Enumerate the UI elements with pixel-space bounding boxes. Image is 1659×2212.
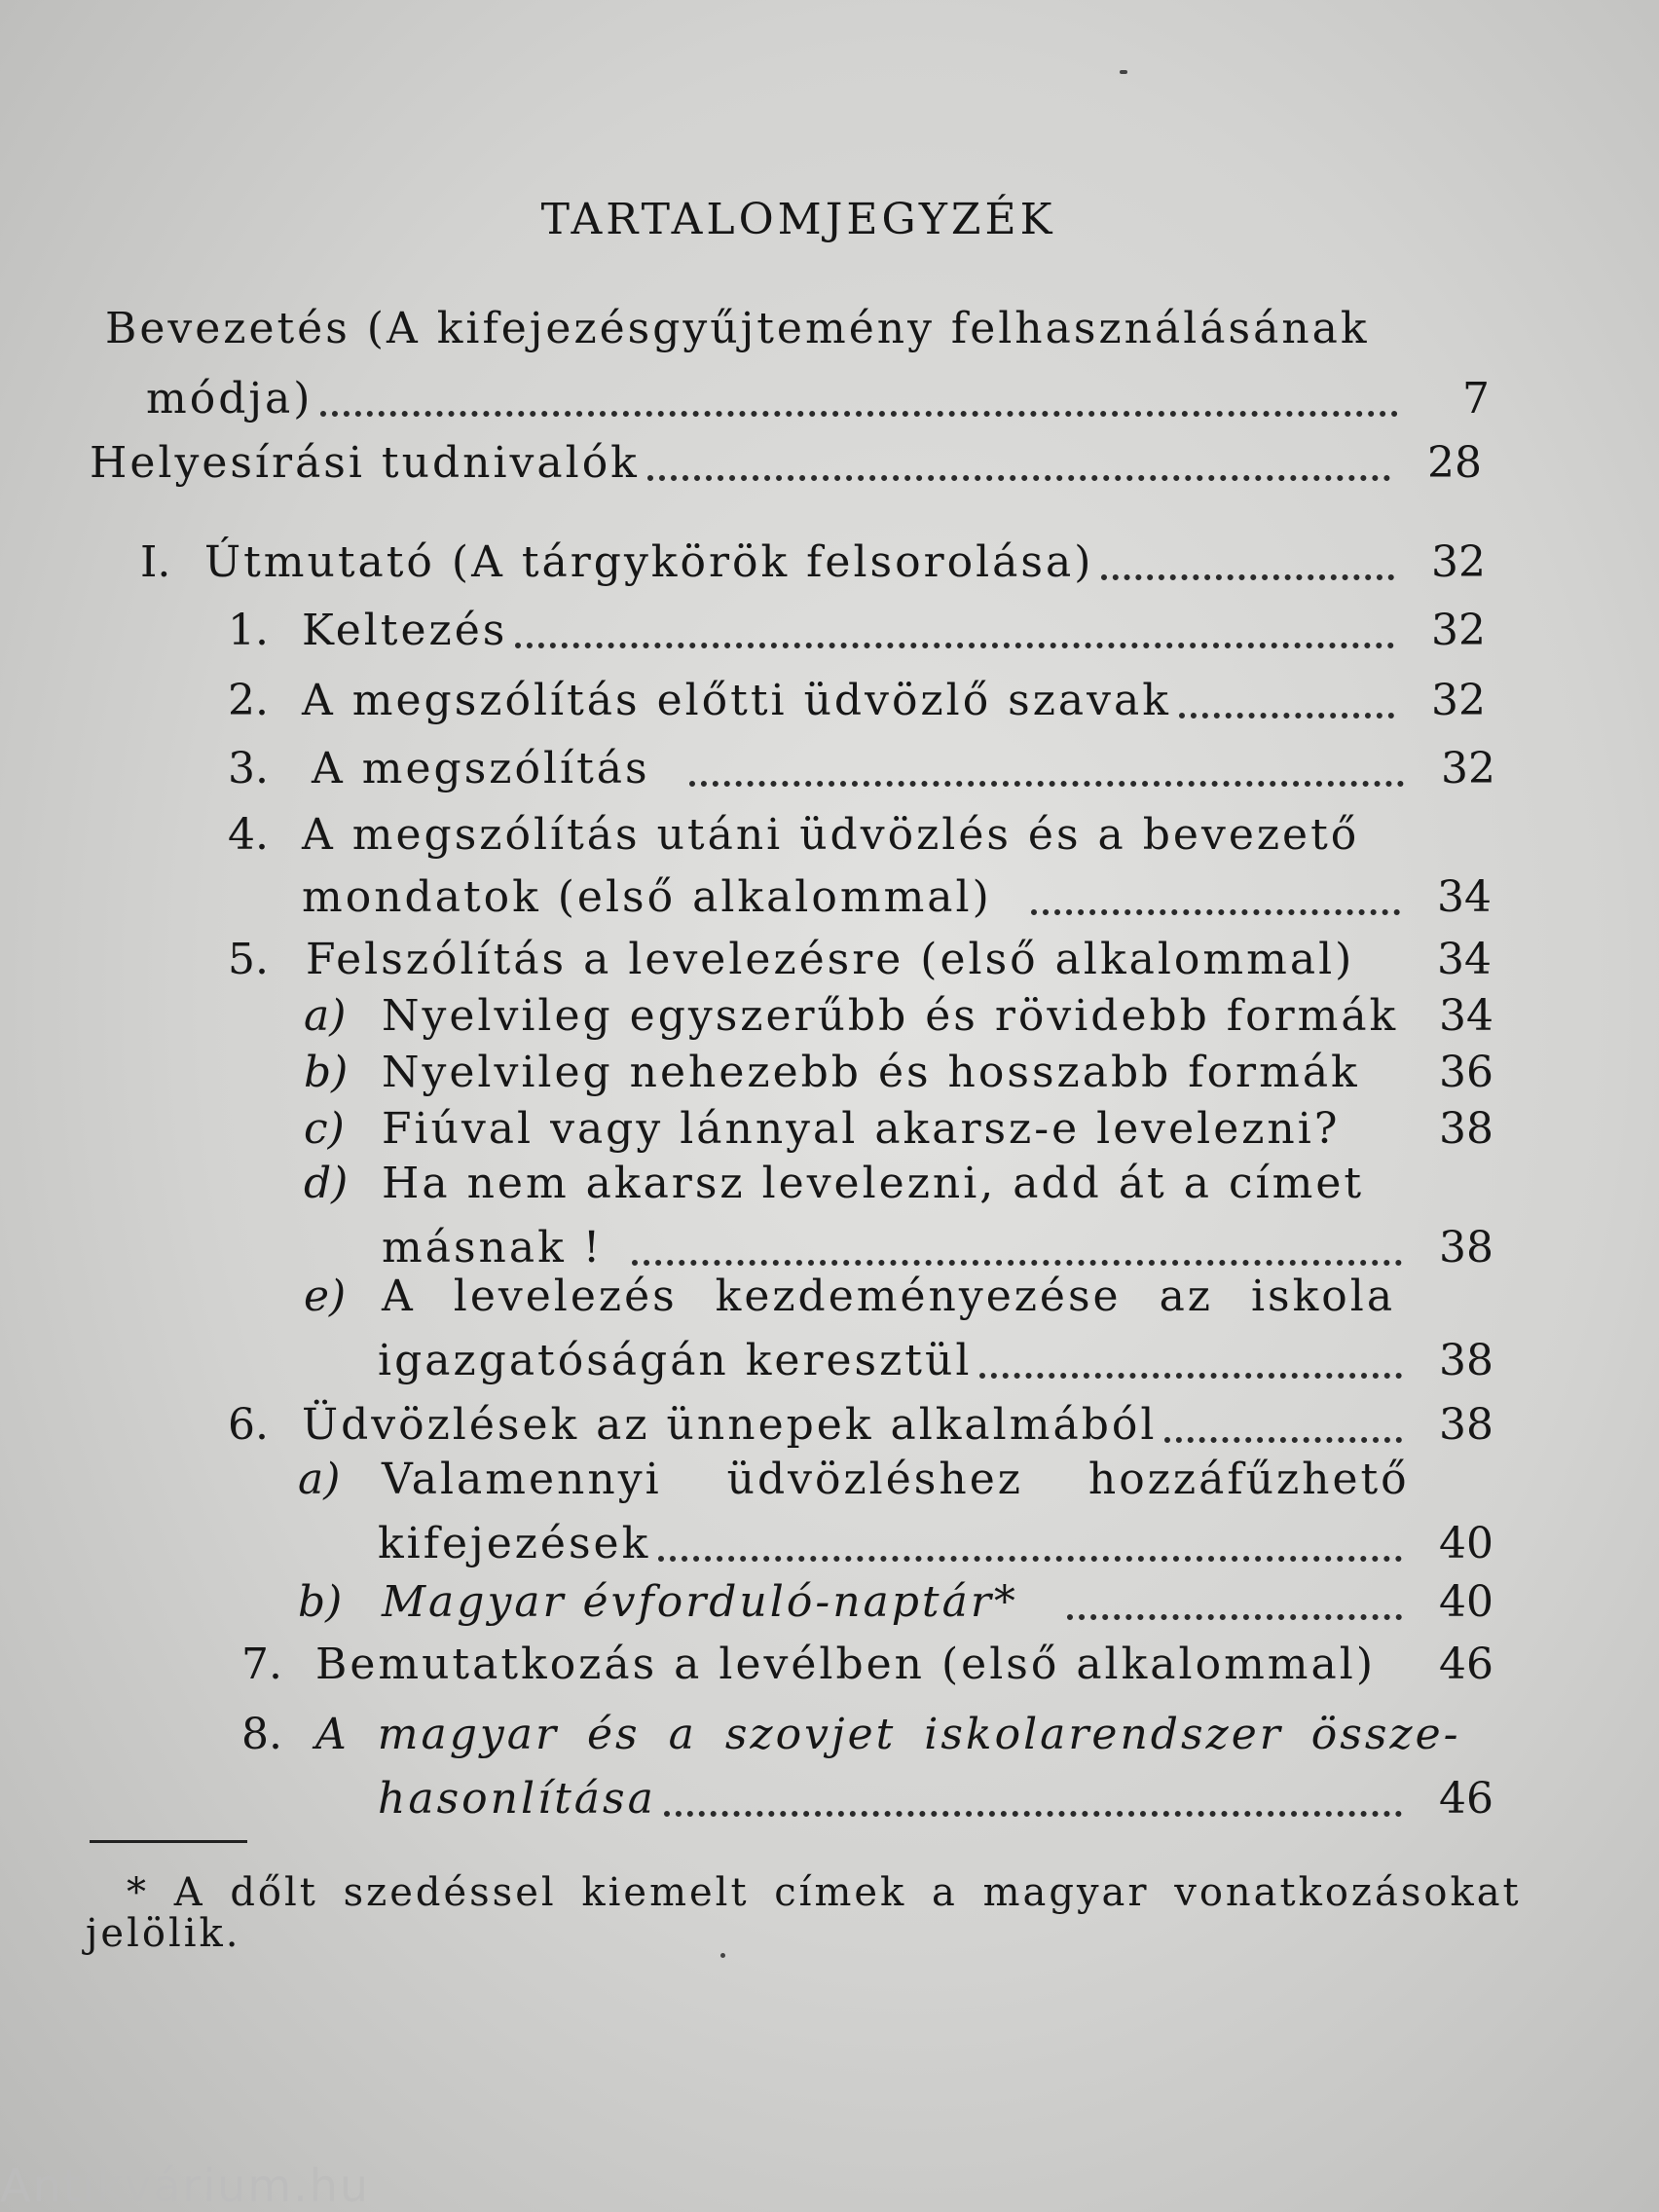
toc-entry-text: Üdvözlések az ünnepek alkalmából	[302, 1400, 1158, 1450]
dot-leader	[1101, 524, 1394, 580]
toc-entry-6b	[298, 1571, 1493, 1628]
page-number: 38	[1439, 1104, 1493, 1154]
item-letter: b)	[304, 1048, 349, 1097]
item-number: 2.	[228, 676, 269, 725]
toc-entry-text: Nyelvileg egyszerűbb és rövidebb formák	[382, 991, 1399, 1041]
toc-entry-6a	[378, 1513, 1493, 1569]
page-number: 32	[1431, 537, 1486, 587]
item-number: 4.	[228, 810, 269, 860]
item-letter: a)	[304, 991, 347, 1041]
page-number: 40	[1439, 1577, 1493, 1627]
item-letter: c)	[304, 1104, 345, 1154]
page-number: 32	[1441, 744, 1495, 793]
dot-leader	[632, 1209, 1402, 1266]
footnote-line2: jelölik.	[86, 1911, 241, 1956]
item-number: 3.	[228, 744, 269, 793]
toc-entry-text: mondatok (első alkalommal)	[302, 872, 992, 922]
watermark: Antikvárium.hu	[0, 2159, 371, 2212]
toc-entry-text: másnak !	[382, 1223, 604, 1272]
toc-entry-guide	[140, 532, 1486, 588]
toc-entry-text: módja)	[146, 374, 313, 424]
toc-entry-text: Magyar évforduló-naptár*	[382, 1577, 1018, 1627]
toc-entry-text: Útmutató (A tárgykörök felsorolása)	[204, 537, 1094, 587]
page-number: 46	[1439, 1640, 1493, 1689]
item-number: 1.	[228, 606, 269, 655]
item-letter: d)	[304, 1159, 349, 1208]
toc-entry-5d	[382, 1217, 1493, 1273]
toc-entry-text: Helyesírási tudnivalók	[90, 438, 640, 488]
toc-entry-text: A megszólítás utáni üdvözlés és a bevezető	[302, 810, 1360, 860]
item-letter: e)	[304, 1272, 347, 1321]
toc-entry-5a	[304, 991, 1493, 1042]
page-number: 7	[1462, 374, 1490, 424]
page-number: 28	[1427, 438, 1482, 488]
item-number: 5.	[228, 935, 269, 984]
toc-entry-2	[228, 670, 1486, 726]
footnote-separator	[90, 1840, 247, 1843]
toc-entry-8	[378, 1768, 1493, 1825]
item-letter: b)	[298, 1577, 343, 1627]
toc-entry-3	[228, 738, 1495, 794]
toc-entry-4	[302, 866, 1492, 923]
dot-leader	[1067, 1564, 1402, 1620]
toc-entry-5b	[304, 1048, 1493, 1098]
toc-entry-text: A megszólítás előtti üdvözlő szavak	[302, 676, 1171, 725]
dot-leader	[658, 1505, 1402, 1562]
toc-entry-4-line1	[228, 810, 1359, 861]
toc-entry-text: Ha nem akarsz levelezni, add át a címet	[382, 1159, 1365, 1208]
item-number: 6.	[228, 1400, 269, 1450]
toc-entry-text: Bemutatkozás a levélben (első alkalommal)	[315, 1640, 1377, 1689]
page-number: 32	[1431, 606, 1486, 655]
dot-leader	[1031, 859, 1400, 915]
page-number: 34	[1439, 991, 1493, 1041]
toc-entry-7	[241, 1640, 1493, 1690]
toc-entry-1	[228, 600, 1486, 656]
page-number: 46	[1439, 1774, 1493, 1824]
toc-entry-text: Felszólítás a levelezésre (első alkalommal)	[306, 935, 1355, 984]
toc-entry-intro	[146, 368, 1490, 424]
toc-entry-text: Keltezés	[302, 606, 508, 655]
dot-leader	[664, 1760, 1402, 1817]
toc-entry-text: igazgatóságán keresztül	[378, 1336, 973, 1385]
toc-entry-text: Valamennyi üdvözléshez hozzáfűzhető	[382, 1455, 1410, 1504]
item-number: 8.	[241, 1710, 282, 1759]
toc-entry-5	[228, 935, 1492, 985]
toc-entry-text: Nyelvileg nehezebb és hosszabb formák	[382, 1048, 1360, 1097]
toc-entry-text: hasonlítása	[378, 1774, 656, 1824]
toc-entry-5e	[378, 1330, 1493, 1386]
dot-leader	[647, 424, 1390, 481]
page-title: TARTALOMJEGYZÉK	[540, 195, 1056, 244]
toc-entry-text: Fiúval vagy lánnyal akarsz-e levelezni?	[382, 1104, 1341, 1154]
dot-leader	[979, 1322, 1402, 1379]
page-number: 36	[1439, 1048, 1493, 1097]
page-number: 34	[1437, 935, 1492, 984]
toc-entry-5c	[304, 1104, 1493, 1155]
item-number: 7.	[241, 1640, 282, 1689]
toc-entry-8-line1	[241, 1710, 1461, 1760]
print-speck	[1120, 70, 1127, 74]
section-number: I.	[140, 537, 171, 587]
print-speck	[720, 1953, 725, 1958]
dot-leader	[689, 730, 1404, 787]
toc-entry-5e-line1	[304, 1272, 1395, 1322]
page-number: 38	[1439, 1400, 1493, 1450]
item-letter: a)	[298, 1455, 341, 1504]
page-number: 38	[1439, 1223, 1493, 1272]
dot-leader	[1164, 1386, 1402, 1443]
toc-entry-spelling	[90, 432, 1482, 489]
page-number: 40	[1439, 1519, 1493, 1568]
toc-entry-text: A megszólítás	[312, 744, 650, 793]
toc-entry-6a-line1	[298, 1455, 1410, 1505]
toc-entry-text: A levelezés kezdeményezése az iskola	[382, 1272, 1396, 1321]
toc-entry-text: kifejezések	[378, 1519, 651, 1568]
toc-entry-text: A magyar és a szovjet iskolarendszer össze-	[315, 1710, 1461, 1759]
dot-leader	[320, 360, 1398, 417]
page-number: 34	[1437, 872, 1492, 922]
page-number: 32	[1431, 676, 1486, 725]
footnote-line1: * A dőlt szedéssel kiemelt címek a magyar vonatkozásokat	[127, 1870, 1522, 1915]
page-number: 38	[1439, 1336, 1493, 1385]
toc-entry-5d-line1	[304, 1159, 1364, 1209]
dot-leader	[515, 592, 1394, 648]
dot-leader	[1179, 662, 1394, 719]
toc-entry-intro-line1: Bevezetés (A kifejezésgyűjtemény felhasználásának	[105, 304, 1370, 353]
toc-entry-6	[228, 1394, 1493, 1451]
